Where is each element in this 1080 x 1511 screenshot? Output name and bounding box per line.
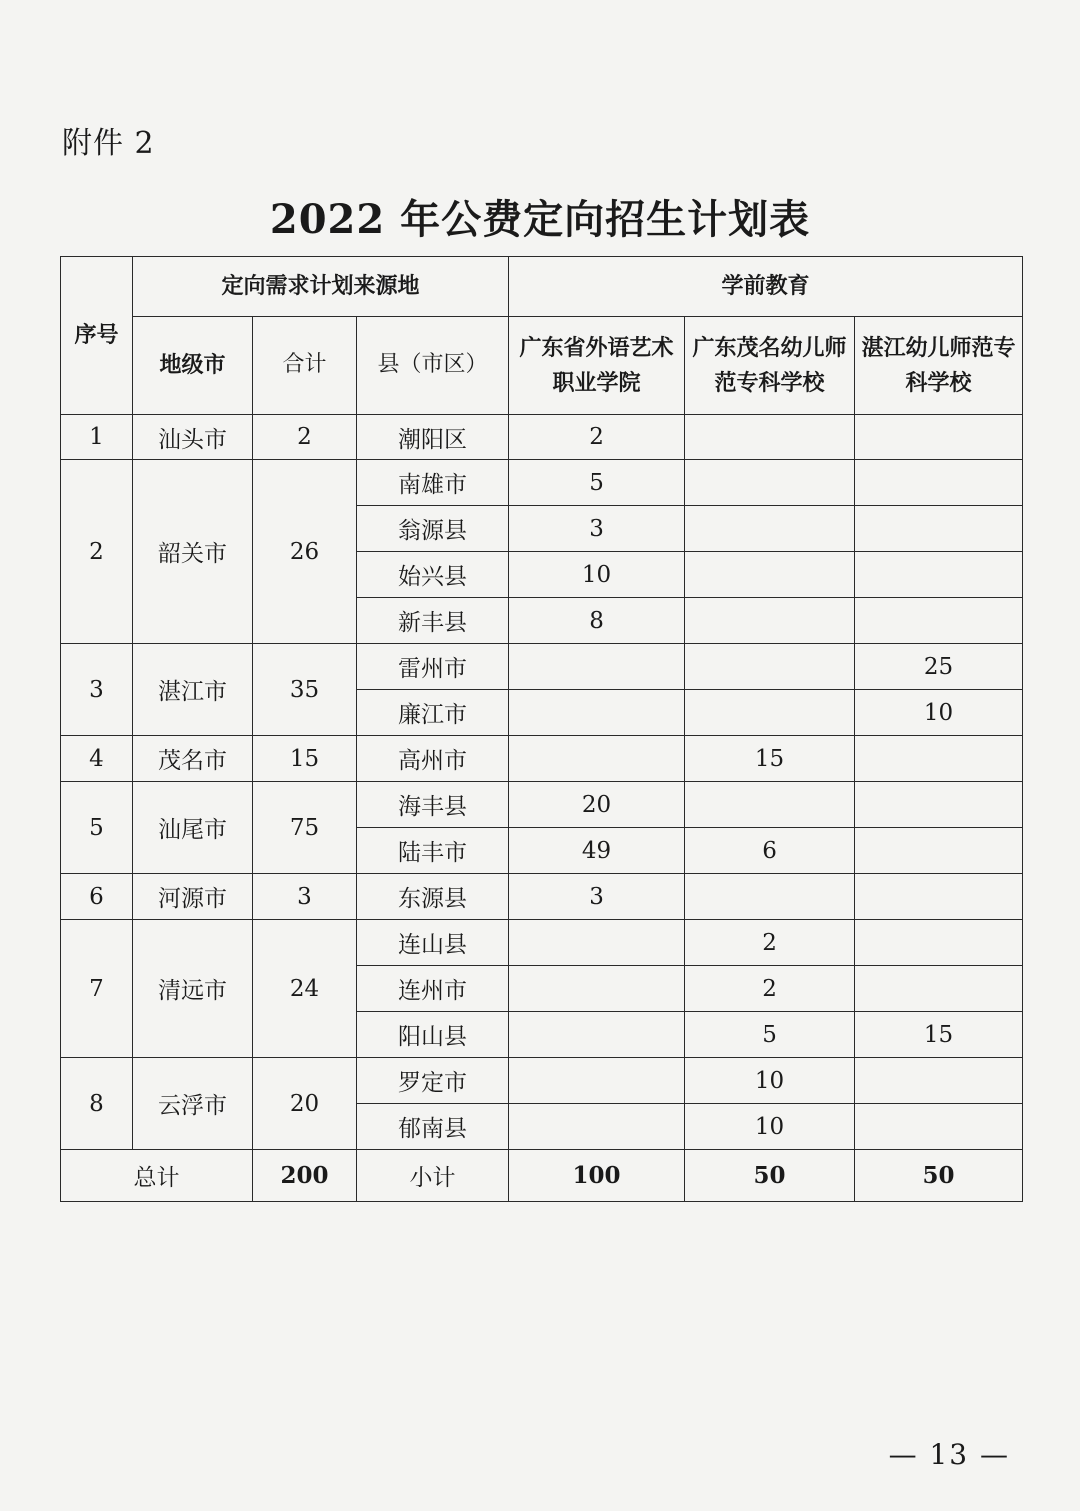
cell-city: 湛江市 xyxy=(133,644,253,736)
cell-school-c xyxy=(855,828,1023,874)
cell-school-b xyxy=(685,506,855,552)
cell-city: 清远市 xyxy=(133,920,253,1058)
cell-school-b xyxy=(685,598,855,644)
cell-county: 海丰县 xyxy=(357,782,509,828)
cell-school-c xyxy=(855,1104,1023,1150)
cell-school-a: 2 xyxy=(509,415,685,460)
cell-school-c xyxy=(855,415,1023,460)
cell-county: 南雄市 xyxy=(357,460,509,506)
cell-seq: 3 xyxy=(61,644,133,736)
header-school-c xyxy=(855,317,1023,415)
cell-county: 连山县 xyxy=(357,920,509,966)
cell-school-b xyxy=(685,552,855,598)
cell-school-b xyxy=(685,460,855,506)
cell-school-a xyxy=(509,644,685,690)
header-school-a-label: 广东省外语艺术职业学院 xyxy=(519,335,674,396)
cell-school-b: 15 xyxy=(685,736,855,782)
cell-school-b xyxy=(685,690,855,736)
subtotal-school-a: 100 xyxy=(509,1150,685,1202)
cell-seq: 6 xyxy=(61,874,133,920)
cell-school-b: 6 xyxy=(685,828,855,874)
cell-school-b: 10 xyxy=(685,1058,855,1104)
header-total: 合计 xyxy=(253,317,357,415)
grand-total-label: 总计 xyxy=(61,1150,253,1202)
cell-city: 韶关市 xyxy=(133,460,253,644)
table-row xyxy=(61,736,1023,782)
cell-school-b xyxy=(685,415,855,460)
cell-total: 15 xyxy=(253,736,357,782)
cell-school-c xyxy=(855,552,1023,598)
cell-school-a: 10 xyxy=(509,552,685,598)
cell-seq: 8 xyxy=(61,1058,133,1150)
cell-school-c xyxy=(855,874,1023,920)
cell-total: 3 xyxy=(253,874,357,920)
cell-seq: 5 xyxy=(61,782,133,874)
grand-total-value: 200 xyxy=(253,1150,357,1202)
cell-school-a xyxy=(509,736,685,782)
table-row xyxy=(61,460,1023,506)
cell-school-a: 49 xyxy=(509,828,685,874)
cell-total: 35 xyxy=(253,644,357,736)
cell-city: 河源市 xyxy=(133,874,253,920)
cell-school-c xyxy=(855,460,1023,506)
header-school-b xyxy=(685,317,855,415)
subtotal-school-b: 50 xyxy=(685,1150,855,1202)
cell-school-b xyxy=(685,874,855,920)
header-city: 地级市 xyxy=(133,317,253,415)
header-source-group: 定向需求计划来源地 xyxy=(133,257,509,317)
attachment-label: 附件 2 xyxy=(62,126,155,161)
header-seq: 序号 xyxy=(61,257,133,415)
cell-county: 翁源县 xyxy=(357,506,509,552)
cell-county: 潮阳区 xyxy=(357,415,509,460)
page-number: — 13 — xyxy=(888,1438,1010,1471)
cell-school-c xyxy=(855,506,1023,552)
cell-school-c xyxy=(855,1058,1023,1104)
cell-school-a xyxy=(509,1058,685,1104)
table-row xyxy=(61,782,1023,828)
cell-county: 雷州市 xyxy=(357,644,509,690)
cell-city: 汕头市 xyxy=(133,415,253,460)
cell-school-c: 15 xyxy=(855,1012,1023,1058)
cell-school-b: 5 xyxy=(685,1012,855,1058)
cell-seq: 7 xyxy=(61,920,133,1058)
cell-school-a: 8 xyxy=(509,598,685,644)
subtotal-label: 小计 xyxy=(357,1150,509,1202)
cell-school-c xyxy=(855,782,1023,828)
cell-school-a xyxy=(509,920,685,966)
cell-county: 陆丰市 xyxy=(357,828,509,874)
cell-school-a: 3 xyxy=(509,506,685,552)
cell-county: 高州市 xyxy=(357,736,509,782)
cell-county: 廉江市 xyxy=(357,690,509,736)
cell-school-a: 3 xyxy=(509,874,685,920)
subtotal-school-c: 50 xyxy=(855,1150,1023,1202)
header-school-a xyxy=(509,317,685,415)
header-school-c-label: 湛江幼儿师范专科学校 xyxy=(861,335,1016,396)
cell-school-a xyxy=(509,1104,685,1150)
cell-school-b xyxy=(685,644,855,690)
cell-school-a xyxy=(509,966,685,1012)
cell-school-a xyxy=(509,690,685,736)
cell-county: 郁南县 xyxy=(357,1104,509,1150)
header-county: 县（市区） xyxy=(357,317,509,415)
cell-school-c xyxy=(855,920,1023,966)
cell-school-b: 10 xyxy=(685,1104,855,1150)
cell-city: 云浮市 xyxy=(133,1058,253,1150)
cell-county: 罗定市 xyxy=(357,1058,509,1104)
cell-school-c xyxy=(855,966,1023,1012)
table-row xyxy=(61,874,1023,920)
cell-school-a: 20 xyxy=(509,782,685,828)
table-row xyxy=(61,415,1023,460)
cell-school-b: 2 xyxy=(685,920,855,966)
cell-school-b xyxy=(685,782,855,828)
table-row xyxy=(61,920,1023,966)
cell-seq: 2 xyxy=(61,460,133,644)
cell-total: 20 xyxy=(253,1058,357,1150)
cell-school-b: 2 xyxy=(685,966,855,1012)
cell-total: 75 xyxy=(253,782,357,874)
totals-row xyxy=(61,1150,1023,1202)
cell-county: 始兴县 xyxy=(357,552,509,598)
cell-school-c: 25 xyxy=(855,644,1023,690)
cell-school-a xyxy=(509,1012,685,1058)
header-preschool-group: 学前教育 xyxy=(509,257,1023,317)
cell-city: 茂名市 xyxy=(133,736,253,782)
cell-total: 26 xyxy=(253,460,357,644)
cell-county: 东源县 xyxy=(357,874,509,920)
table-row xyxy=(61,1058,1023,1104)
cell-county: 阳山县 xyxy=(357,1012,509,1058)
cell-total: 24 xyxy=(253,920,357,1058)
cell-seq: 1 xyxy=(61,415,133,460)
cell-county: 新丰县 xyxy=(357,598,509,644)
enrollment-plan-table xyxy=(60,256,1023,1202)
page-title: 2022 年公费定向招生计划表 xyxy=(269,196,811,243)
cell-school-a: 5 xyxy=(509,460,685,506)
cell-school-c: 10 xyxy=(855,690,1023,736)
cell-seq: 4 xyxy=(61,736,133,782)
cell-school-c xyxy=(855,598,1023,644)
cell-city: 汕尾市 xyxy=(133,782,253,874)
cell-total: 2 xyxy=(253,415,357,460)
table-row xyxy=(61,644,1023,690)
cell-county: 连州市 xyxy=(357,966,509,1012)
header-school-b-label: 广东茂名幼儿师范专科学校 xyxy=(692,335,847,396)
cell-school-c xyxy=(855,736,1023,782)
